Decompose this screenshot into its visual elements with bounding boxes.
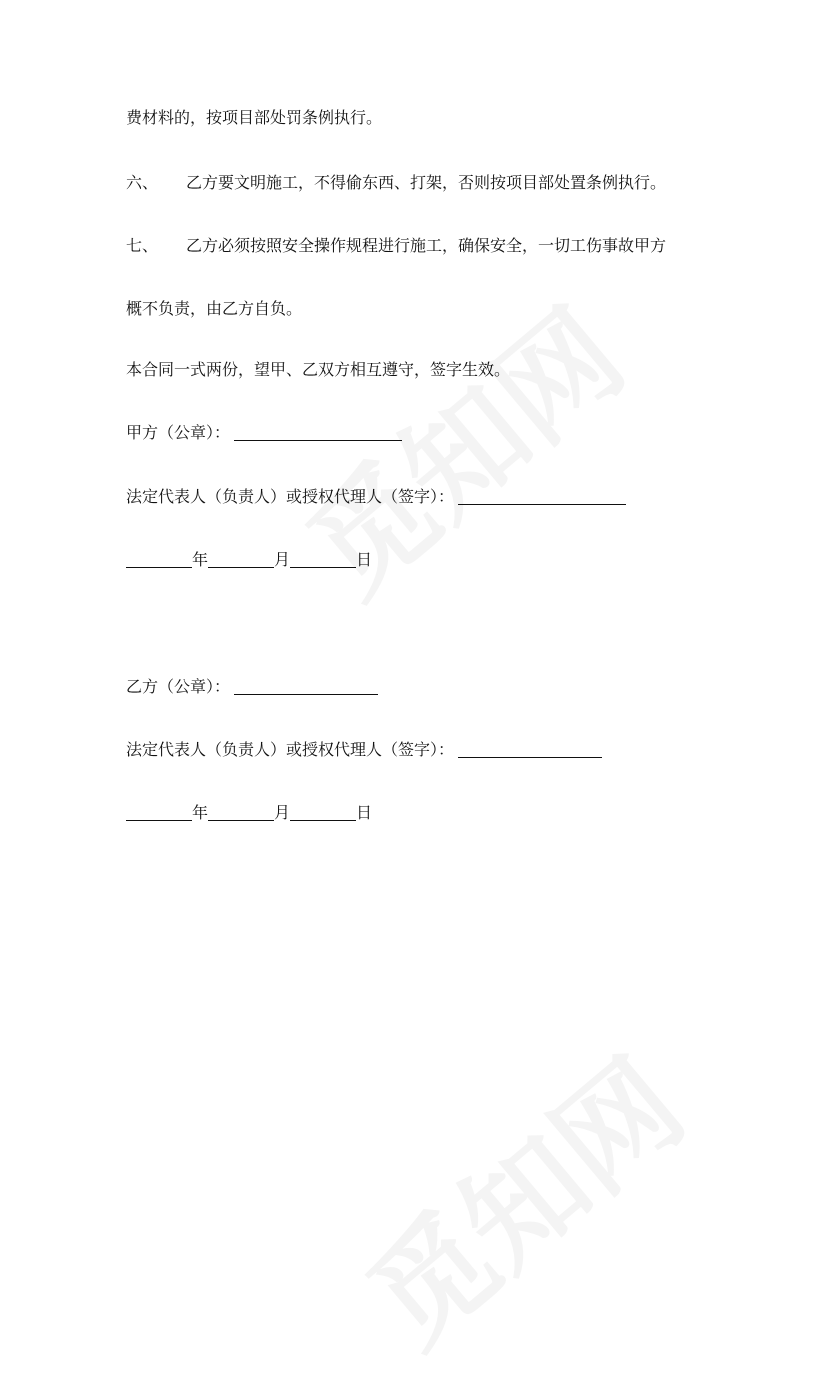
year-label: 年	[192, 550, 209, 569]
clause-text: 乙方必须按照安全操作规程进行施工，确保安全，一切工伤事故甲方	[186, 236, 667, 255]
day-label: 日	[356, 803, 373, 822]
party-a-year-blank[interactable]	[126, 551, 192, 568]
party-b-year-blank[interactable]	[126, 804, 192, 821]
party-b-signature-blank[interactable]	[458, 741, 602, 758]
day-label: 日	[356, 550, 373, 569]
clause-number: 六、	[126, 173, 159, 192]
year-label: 年	[192, 803, 209, 822]
clause-six	[126, 173, 666, 193]
watermark	[327, 1014, 713, 1377]
clause-text: 费材料的，按项目部处罚条例执行。	[126, 108, 383, 127]
party-a-signature-blank[interactable]	[458, 488, 626, 505]
party-b-day-blank[interactable]	[290, 804, 356, 821]
party-a-rep-row	[126, 487, 626, 507]
clause-text: 本合同一式两份，望甲、乙双方相互遵守，签字生效。	[126, 360, 511, 379]
party-b-date-row	[126, 803, 372, 823]
party-a-rep-label: 法定代表人（负责人）或授权代理人（签字）：	[126, 487, 455, 506]
party-a-seal-row	[126, 423, 402, 443]
party-b-rep-row	[126, 740, 602, 760]
party-b-seal-label: 乙方（公章）：	[126, 677, 231, 696]
party-a-month-blank[interactable]	[208, 551, 274, 568]
clause-text: 乙方要文明施工，不得偷东西、打架，否则按项目部处置条例执行。	[186, 173, 667, 192]
party-b-month-blank[interactable]	[208, 804, 274, 821]
party-b-seal-blank[interactable]	[234, 678, 378, 695]
month-label: 月	[274, 803, 291, 822]
clause-text: 概不负责，由乙方自负。	[126, 299, 303, 318]
party-a-seal-label: 甲方（公章）：	[126, 423, 231, 442]
party-b-seal-row	[126, 677, 378, 697]
party-b-rep-label: 法定代表人（负责人）或授权代理人（签字）：	[126, 740, 455, 759]
paragraph-line	[126, 299, 302, 319]
clause-number: 七、	[126, 236, 159, 255]
party-a-seal-blank[interactable]	[234, 424, 402, 441]
paragraph-line	[126, 108, 382, 128]
watermark	[267, 264, 653, 627]
party-a-date-row	[126, 550, 372, 570]
clause-seven	[126, 236, 666, 256]
month-label: 月	[274, 550, 291, 569]
paragraph-line	[126, 360, 510, 380]
party-a-day-blank[interactable]	[290, 551, 356, 568]
